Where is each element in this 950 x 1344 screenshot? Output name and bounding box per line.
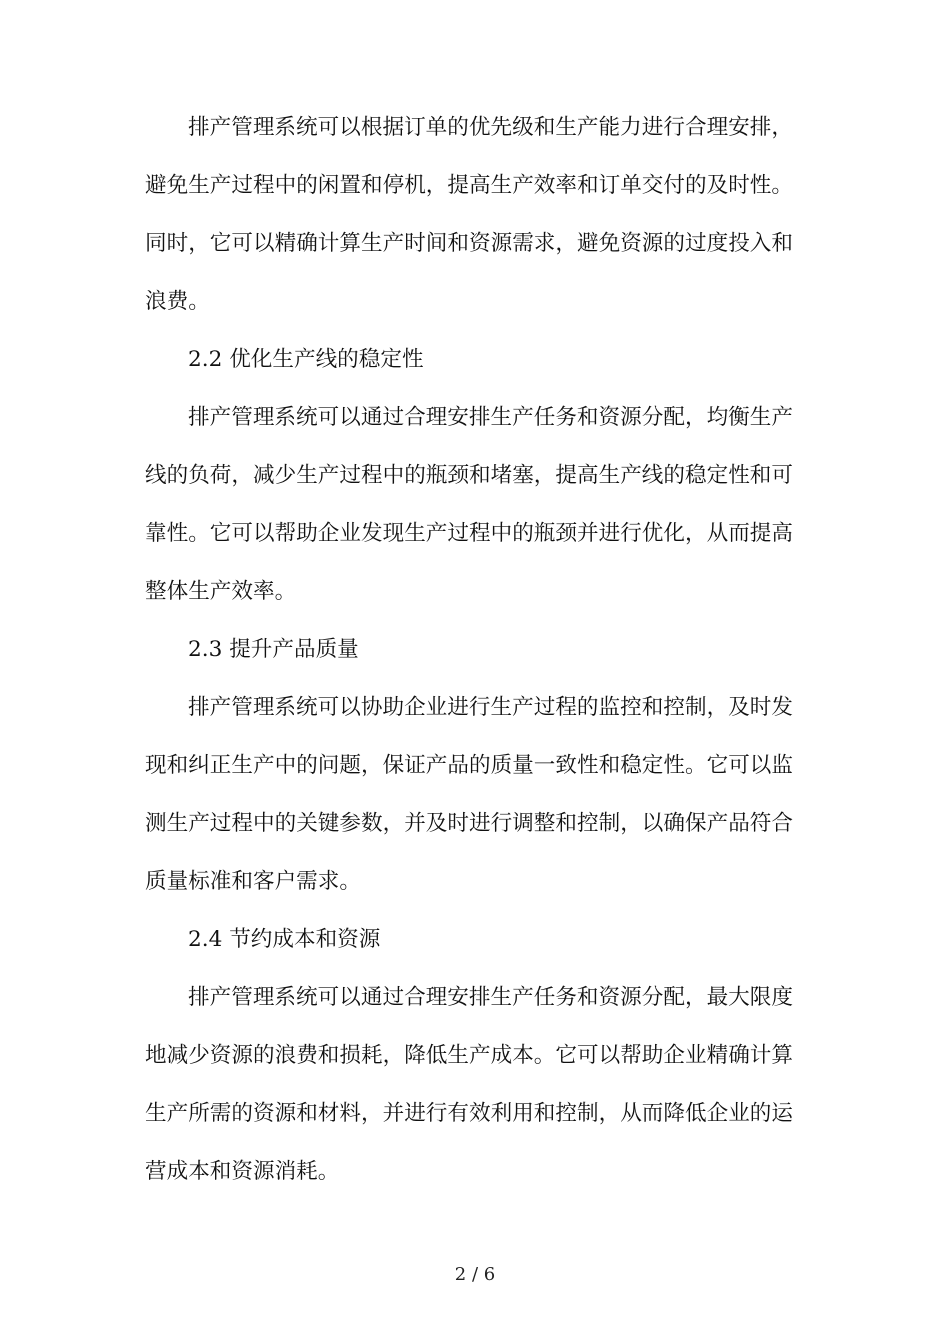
section-heading-2-2: 2.2 优化生产线的稳定性 bbox=[188, 347, 424, 372]
section-heading-2-3: 2.3 提升产品质量 bbox=[188, 637, 359, 662]
intro-paragraph: 排产管理系统可以根据订单的优先级和生产能力进行合理安排，避免生产过程中的闲置和停机，提高生产效率和订单交付的及时性。同时，它可以精确计算生产时间和资源需求，避免资源的过度投入和浪费。 bbox=[145, 115, 793, 314]
page-number: 2 / 6 bbox=[454, 1264, 496, 1285]
page-content bbox=[145, 99, 793, 1201]
section-body-2-4: 排产管理系统可以通过合理安排生产任务和资源分配，最大限度地减少资源的浪费和损耗，降低生产成本。它可以帮助企业精确计算生产所需的资源和材料，并进行有效利用和控制，从而降低企业的运营成本和资源消耗。 bbox=[145, 985, 793, 1184]
section-body-2-2: 排产管理系统可以通过合理安排生产任务和资源分配，均衡生产线的负荷，减少生产过程中的瓶颈和堵塞，提高生产线的稳定性和可靠性。它可以帮助企业发现生产过程中的瓶颈并进行优化，从而提高整体生产效率。 bbox=[145, 405, 793, 604]
section-heading-2-4: 2.4 节约成本和资源 bbox=[188, 927, 381, 952]
section-body-2-3: 排产管理系统可以协助企业进行生产过程的监控和控制，及时发现和纠正生产中的问题，保证产品的质量一致性和稳定性。它可以监测生产过程中的关键参数，并及时进行调整和控制，以确保产品符合质量标准和客户需求。 bbox=[145, 695, 793, 894]
